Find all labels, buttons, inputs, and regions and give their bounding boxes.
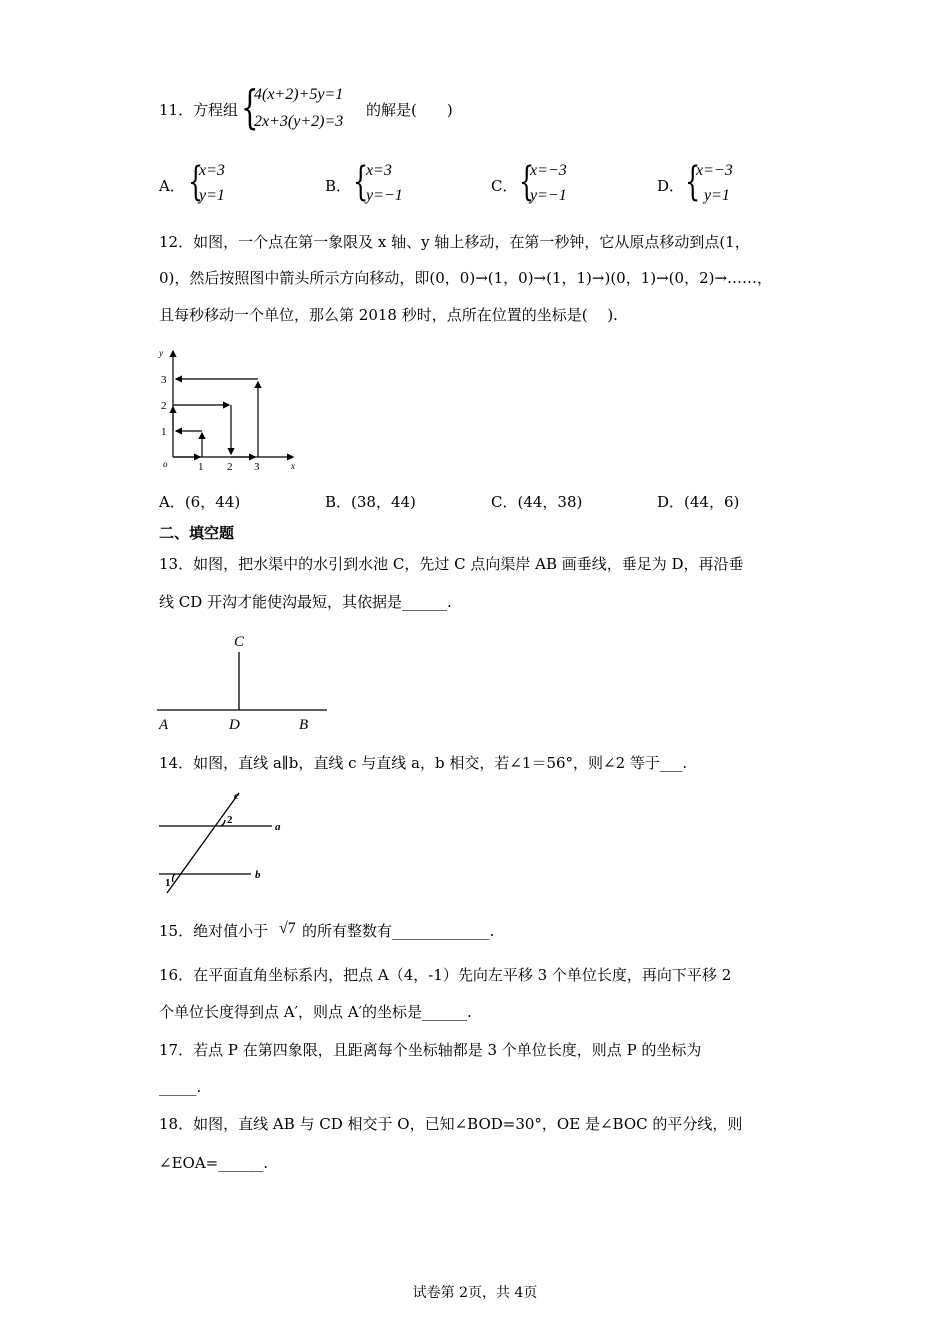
q11-tail: 的解是( ) — [366, 101, 453, 119]
point-b-label: B — [299, 717, 309, 733]
q17-line-1: 17．若点 P 在第四象限，且距离每个坐标轴都是 3 个单位长度，则点 P 的坐标为 — [159, 1041, 702, 1059]
q16-line-1: 16．在平面直角坐标系内，把点 A（4，-1）先向左平移 3 个单位长度，再向下平移 2 — [159, 966, 732, 984]
q12-option-c: C．(44，38) — [491, 493, 583, 511]
point-c-label: C — [234, 634, 245, 650]
x-tick-2: 2 — [227, 461, 233, 473]
q11-option-a-brace: { — [188, 159, 204, 205]
point-a-label: A — [159, 717, 169, 733]
q14-parallel-lines-figure — [155, 785, 280, 900]
q11-option-b-brace: { — [353, 159, 369, 205]
point-d-label: D — [229, 717, 240, 733]
q15-text-before: 15．绝对值小于 — [159, 922, 269, 940]
q11-option-d-x: x=−3 — [696, 162, 733, 179]
q11-option-c-x: x=−3 — [530, 162, 567, 179]
q11-option-b-label: B． — [325, 177, 352, 195]
x-tick-1: 1 — [198, 461, 204, 473]
section-title-fill-in: 二、填空题 — [159, 524, 235, 542]
q12-line-1: 12．如图，一个点在第一象限及 x 轴、y 轴上移动，在第一秒钟，它从原点移动到点(1， — [159, 233, 750, 251]
y-tick-3: 3 — [161, 374, 167, 386]
q13-perpendicular-figure — [155, 628, 330, 736]
q11-option-a-y: y=1 — [199, 187, 225, 204]
x-axis-label: x — [291, 461, 295, 471]
q11-option-a-label: A． — [159, 177, 185, 195]
q13-line-2: 线 CD 开沟才能使沟最短，其依据是______. — [159, 593, 452, 611]
y-tick-1: 1 — [161, 426, 167, 438]
q12-line-3: 且每秒移动一个单位，那么第 2018 秒时，点所在位置的坐标是( ). — [159, 306, 618, 324]
angle-2-label: 2 — [227, 814, 233, 826]
q11-equation-2: 2x+3(y+2)=3 — [254, 113, 344, 130]
q17-line-2: _____. — [159, 1078, 202, 1096]
q18-line-2: ∠EOA=______. — [159, 1154, 268, 1172]
q18-line-1: 18．如图，直线 AB 与 CD 相交于 O，已知∠BOD=30°，OE 是∠BOC 的平分线，则 — [159, 1115, 743, 1133]
q15-radical: √7 — [279, 920, 296, 937]
q11-option-c-label: C． — [491, 177, 518, 195]
q11-option-a-x: x=3 — [199, 162, 225, 179]
q13-line-1: 13．如图，把水渠中的水引到水池 C，先过 C 点向渠岸 AB 画垂线，垂足为 D，再沿垂 — [159, 555, 744, 573]
q11-option-b-x: x=3 — [366, 162, 392, 179]
line-c-label: c — [234, 790, 239, 802]
q15-text-after: 的所有整数有_____________. — [302, 922, 495, 940]
q11-system-brace: { — [241, 80, 259, 134]
line-c — [167, 793, 239, 893]
line-a-label: a — [275, 821, 281, 833]
y-axis-label: y — [159, 348, 163, 358]
q16-line-2: 个单位长度得到点 A′，则点 A′的坐标是______. — [159, 1003, 472, 1021]
q11-option-d-y: y=1 — [704, 187, 730, 204]
page-footer: 试卷第 2页，共 4页 — [412, 1285, 538, 1301]
q14-text: 14．如图，直线 a∥b，直线 c 与直线 a，b 相交，若∠1＝56°，则∠2 等于___. — [159, 754, 688, 772]
q12-coordinate-figure — [155, 345, 315, 475]
q12-option-d: D．(44，6) — [657, 493, 740, 511]
q12-option-a: A．(6，44) — [159, 493, 241, 511]
origin-label: o — [163, 459, 168, 469]
angle-1-label: 1 — [165, 877, 171, 889]
q12-line-2: 0)，然后按照图中箭头所示方向移动，即(0，0)→(1，0)→(1，1)→)(0，1)→(0，2)→……， — [159, 269, 773, 287]
q11-option-b-y: y=−1 — [366, 187, 403, 204]
x-tick-3: 3 — [254, 461, 260, 473]
q11-stem: 方程组 — [193, 101, 239, 119]
q11-option-d-brace: { — [685, 159, 701, 205]
q11-number: 11． — [159, 101, 194, 119]
q11-option-c-y: y=−1 — [530, 187, 567, 204]
y-tick-2: 2 — [161, 400, 167, 412]
q11-equation-1: 4(x+2)+5y=1 — [254, 86, 344, 103]
q12-option-b: B．(38，44) — [325, 493, 416, 511]
line-b-label: b — [255, 869, 261, 881]
q11-option-c-brace: { — [519, 159, 535, 205]
q11-option-d-label: D． — [657, 177, 685, 195]
